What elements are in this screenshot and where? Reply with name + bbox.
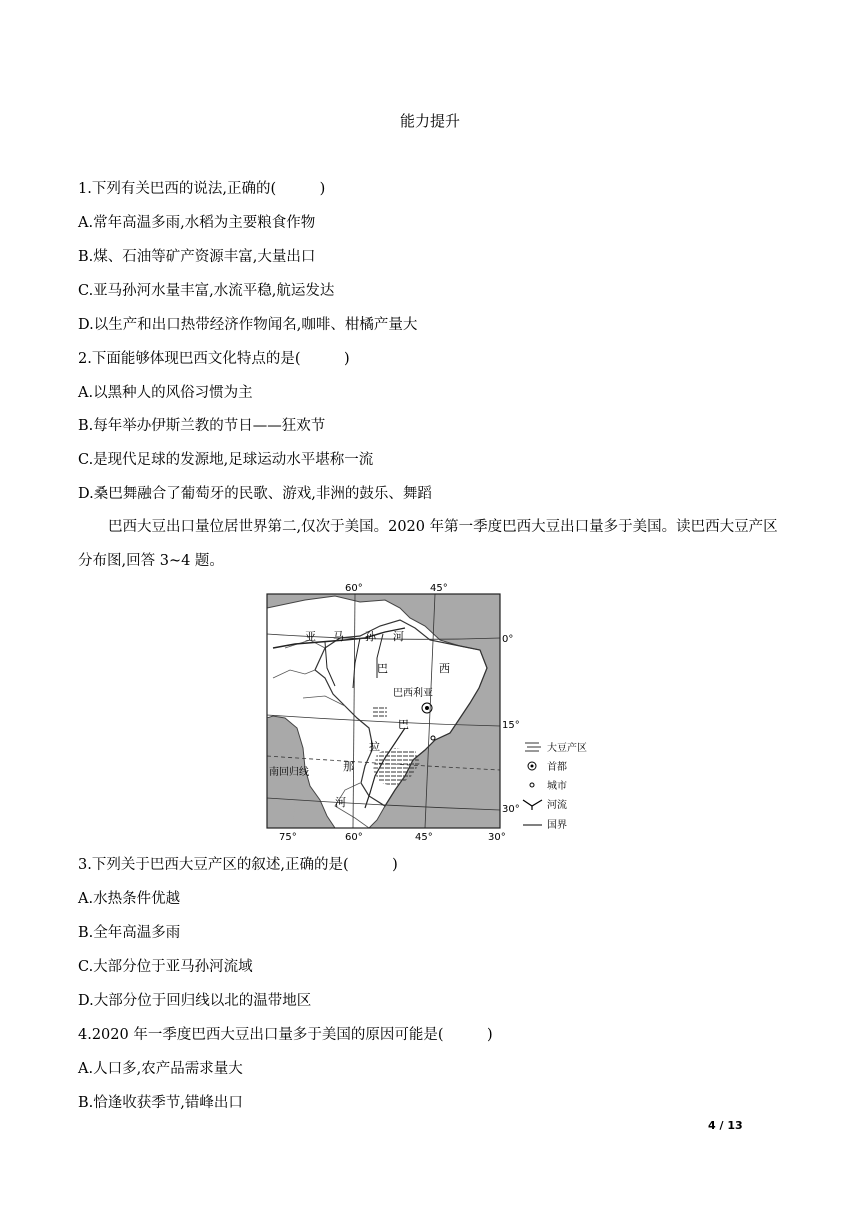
question-3-option-d: D.大部分位于回归线以北的温带地区 <box>78 993 312 1009</box>
lon-label-top-60: 60° <box>345 583 363 594</box>
map-legend <box>523 741 587 831</box>
section-title: 能力提升 <box>399 112 460 130</box>
legend-capital: 首都 <box>547 762 567 773</box>
question-1-stem: 1.下列有关巴西的说法,正确的( ) <box>78 181 326 197</box>
question-4-option-a: A.人口多,农产品需求量大 <box>78 1061 243 1077</box>
amazon-label-3: 孙 <box>365 630 376 643</box>
legend-river: 河流 <box>547 800 567 811</box>
lon-label-bottom-45: 45° <box>415 832 433 843</box>
lat-label-15: 15° <box>502 720 520 731</box>
parana-label-3: 那 <box>343 760 354 773</box>
capital-label: 巴西利亚 <box>393 688 433 699</box>
amazon-label-4: 河 <box>393 630 404 643</box>
amazon-label-2: 马 <box>333 630 344 643</box>
tropic-label: 南回归线 <box>269 767 309 778</box>
lat-label-0: 0° <box>502 634 514 645</box>
lat-label-30: 30° <box>502 804 520 815</box>
question-1-option-b: B.煤、石油等矿产资源丰富,大量出口 <box>78 249 316 265</box>
brazil-label-1: 巴 <box>377 662 388 675</box>
amazon-label-1: 亚 <box>305 630 316 643</box>
question-3-option-b: B.全年高温多雨 <box>78 925 181 941</box>
legend-soybean-icon <box>525 743 541 751</box>
question-4-stem: 4.2020 年一季度巴西大豆出口量多于美国的原因可能是( ) <box>78 1027 493 1043</box>
question-2-option-b: B.每年举办伊斯兰教的节日——狂欢节 <box>78 418 326 434</box>
lon-label-top-45: 45° <box>430 583 448 594</box>
question-3-option-a: A.水热条件优越 <box>78 891 181 907</box>
lon-label-bottom-60: 60° <box>345 832 363 843</box>
legend-border: 国界 <box>547 820 567 831</box>
legend-city: 城市 <box>547 781 567 792</box>
question-2-stem: 2.下面能够体现巴西文化特点的是( ) <box>78 351 350 367</box>
question-1-option-c: C.亚马孙河水量丰富,水流平稳,航运发达 <box>78 283 335 299</box>
question-3-option-c: C.大部分位于亚马孙河流域 <box>78 959 253 975</box>
lon-label-bottom-75: 75° <box>279 832 297 843</box>
question-2-option-c: C.是现代足球的发源地,足球运动水平堪称一流 <box>78 452 374 468</box>
legend-soybean: 大豆产区 <box>547 743 587 754</box>
brazil-label-2: 西 <box>439 662 450 675</box>
city-marker <box>431 736 435 740</box>
question-4-option-b: B.恰逢收获季节,错峰出口 <box>78 1095 243 1111</box>
legend-city-icon <box>530 783 534 787</box>
legend-capital-icon <box>528 762 536 770</box>
question-1-option-a: A.常年高温多雨,水稻为主要粮食作物 <box>78 215 316 231</box>
parana-label-1: 巴 <box>398 718 409 731</box>
soybean-area-small <box>373 706 387 718</box>
reading-passage: 巴西大豆出口量位居世界第二,仅次于美国。2020 年第一季度巴西大豆出口量多于美国。读巴西大豆产区分布图,回答 3~4 题。 <box>78 519 778 569</box>
legend-river-icon <box>523 800 542 810</box>
question-1-option-d: D.以生产和出口热带经济作物闻名,咖啡、柑橘产量大 <box>78 317 418 333</box>
lon-label-bottom-30: 30° <box>488 832 506 843</box>
brazil-soybean-map <box>265 578 600 843</box>
page-number: 4 / 13 <box>708 1119 743 1132</box>
question-3-stem: 3.下列关于巴西大豆产区的叙述,正确的是( ) <box>78 857 398 873</box>
parana-label-2: 拉 <box>369 740 380 753</box>
question-2-option-a: A.以黑种人的风俗习惯为主 <box>78 385 253 401</box>
parana-label-4: 河 <box>335 796 346 809</box>
question-2-option-d: D.桑巴舞融合了葡萄牙的民歌、游戏,非洲的鼓乐、舞蹈 <box>78 486 432 502</box>
